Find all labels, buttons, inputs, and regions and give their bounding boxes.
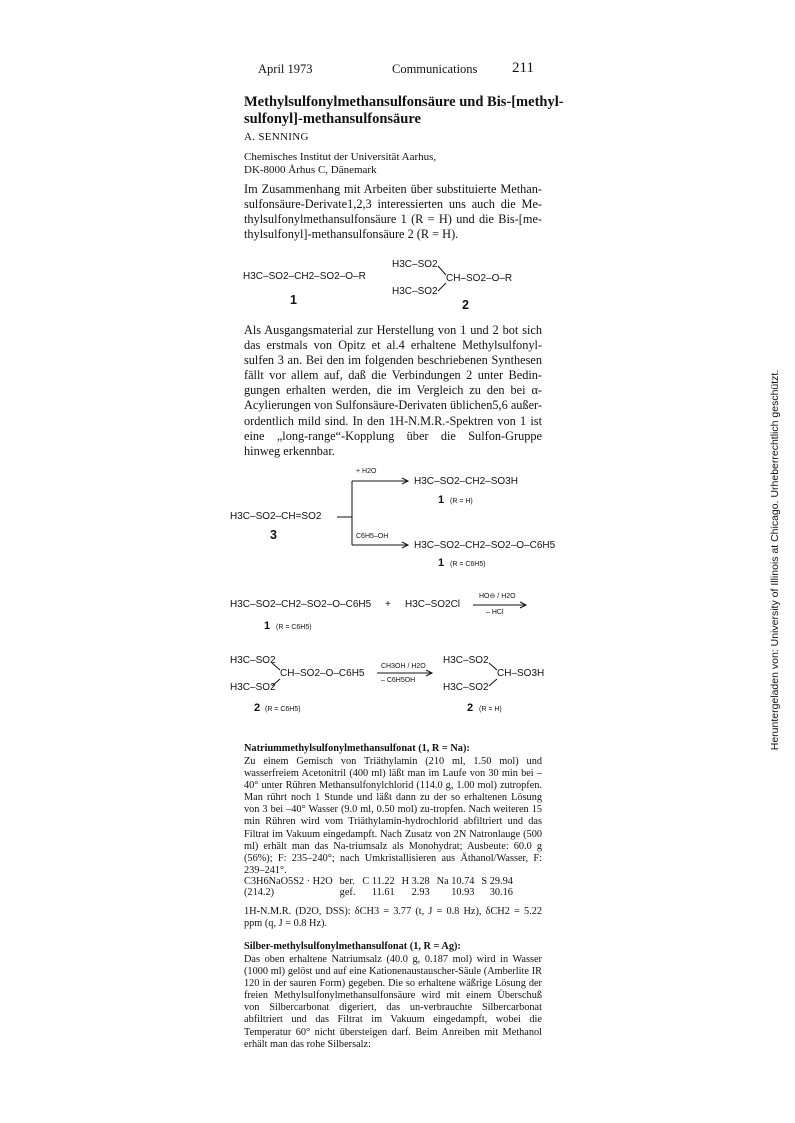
- reactant-ester: H3C–SO2–CH2–SO2–O–C6H5: [230, 599, 372, 610]
- value-h: 2.93: [411, 887, 430, 898]
- value-h: H 3.28: [401, 876, 430, 887]
- compound-2-mid: CH–SO2–O–R: [446, 273, 513, 284]
- left-cond: (R = C6H5): [265, 706, 301, 713]
- section-2-body: Das oben erhaltene Natriumsalz (40.0 g, 0.187 mol) wird in Wasser (1000 ml) gelöst und auf eine Kationenaustauscher-Säule (Amberlite IR 120 in der sauren Form) gegeben. Die so erhaltene wäßrige Lösung der freien Methylsulfonylmethansulfonsäure wird mit einem Überschuß von Silbercarbonat digeriert, das un-verbrauchte Silbercarbonat abfiltriert und das Filtrat im Vakuum eingedampft, wobei die Temperatur 60° nicht übersteigen darf. Beim Anreiben mit Methanol erhält man das rohe Silbersalz:: [244, 954, 542, 1050]
- found-label: gef.: [339, 887, 356, 898]
- analysis-row-found: [244, 887, 520, 898]
- product-ester-cond: (R = C6H5): [450, 561, 486, 568]
- reagent-hcl: – HCl: [486, 609, 504, 616]
- calc-label: ber.: [339, 876, 355, 887]
- sulfene-formula: H3C–SO2–CH=SO2: [230, 511, 322, 522]
- molweight: (214.2): [244, 887, 275, 898]
- header-date: April 1973: [258, 62, 313, 76]
- product-ester: H3C–SO2–CH2–SO2–O–C6H5: [414, 540, 556, 551]
- left-label: 2: [254, 702, 261, 714]
- elemental-analysis: [244, 876, 520, 898]
- product-acid-cond: (R = H): [450, 498, 473, 505]
- compound-1-formula: H3C–SO2–CH2–SO2–O–R: [243, 271, 366, 282]
- reactant-cond: (R = C6H5): [276, 624, 312, 631]
- section-2-heading: Silber-methylsulfonylmethansulfonat (1, R = Ag):: [244, 941, 461, 952]
- product-acid-label: 1: [438, 494, 445, 506]
- reagent-phenol-loss: – C6H5OH: [381, 677, 416, 684]
- reagent-hydroxide: HO⊖ / H2O: [479, 593, 516, 600]
- nmr-data: 1H-N.M.R. (D2O, DSS): δCH3 = 3.77 (t, J = 0.8 Hz), δCH2 = 5.22 ppm (q, J = 0.8 Hz).: [244, 906, 542, 930]
- value-s: 30.16: [489, 887, 513, 898]
- right-mid: CH–SO3H: [497, 668, 545, 679]
- compound-2-top: H3C–SO2: [392, 259, 438, 270]
- right-top: H3C–SO2: [443, 655, 489, 666]
- value-c: 11.61: [371, 887, 395, 898]
- sulfene-label: 3: [270, 528, 277, 542]
- reactant-label: 1: [264, 620, 271, 632]
- intro-paragraph: Im Zusammenhang mit Arbeiten über substituierte Methan-sulfonsäure-Derivate1,2,3 interessierten uns auch die Me-thylsulfonylmethansulfonsäure 1 (R = H) und die Bis-[me-thylsulfonyl]-methansulfonsäure 2 (R = H).: [244, 182, 542, 242]
- plus-sign: +: [385, 599, 391, 610]
- affiliation-line: Chemisches Institut der Universität Aarhus,: [244, 151, 437, 163]
- page-number: 211: [512, 60, 534, 76]
- header-journal: Communications: [392, 62, 478, 76]
- download-notice: Heruntergeladen von: University of Illinois at Chicago. Urheberrechtlich geschützt.: [769, 369, 781, 751]
- reagent-phenol: C6H5–OH: [356, 533, 389, 540]
- value-na: Na 10.74: [436, 876, 475, 887]
- right-cond: (R = H): [479, 706, 502, 713]
- compound-1-label: 1: [290, 293, 297, 307]
- left-top: H3C–SO2: [230, 655, 276, 666]
- section-1-heading: Natriummethylsulfonylmethansulfonat (1, R = Na):: [244, 743, 470, 754]
- right-label: 2: [467, 702, 474, 714]
- analysis-row-calc: [244, 876, 520, 887]
- compound-2-bottom: H3C–SO2: [392, 286, 438, 297]
- reagent-methanol: CH3OH / H2O: [381, 663, 426, 670]
- reagent-water: + H2O: [356, 468, 377, 475]
- article-title: Methylsulfonylmethansulfonsäure und Bis-[methyl-sulfonyl]-methansulfonsäure: [244, 94, 564, 127]
- section-1-body: Zu einem Gemisch von Triäthylamin (210 ml, 1.50 mol) und wasserfreiem Acetonitril (400 ml) läßt man im Laufe von 30 min bei –40° unter Rühren Methansulfonylchlorid (114.0 g, 1.00 mol) zutropfen. Man rührt noch 1 Stunde und läßt dann zu der so erhaltenen Lösung von 3 bei –40° Wasser (9.0 ml, 0.50 mol) zu-tropfen. Nach weiteren 15 min Rühren wird vom Triäthylamin-hydrochlorid abfiltriert und das Filtrat im Vakuum eingedampft. Nach Zusatz von 2N Natronlauge (500 ml) erhält man das Na-triumsalz als Monohydrat; Ausbeute: 60.0 g (56%); F: 235–240°; nach Umkristallisieren aus Äthanol/Wasser, F: 239–241°.: [244, 756, 542, 876]
- product-ester-label: 1: [438, 557, 445, 569]
- left-bottom: H3C–SO2: [230, 682, 276, 693]
- compound-2-label: 2: [462, 298, 469, 312]
- reactant-chloride: H3C–SO2Cl: [405, 599, 461, 610]
- value-na: 10.93: [451, 887, 475, 898]
- value-c: C 11.22: [362, 876, 395, 887]
- body-paragraph: Als Ausgangsmaterial zur Herstellung von 1 und 2 bot sich das erstmals von Opitz et al.4 erhaltene Methylsulfonyl-sulfen 3 an. Bei den im folgenden beschriebenen Synthesen fällt vor allem auf, daß die Verbindungen 2 unter Bedin-gungen erhalten werden, die im Vergleich zu den bei α-Acylierungen von Sulfonsäure-Derivaten üblichen5,6 außer-ordentlich mild sind. In den 1H-N.M.R.-Spektren von 1 ist eine „long-range“-Kopplung über die Sulfon-Gruppe hinweg erkennbar.: [244, 323, 542, 458]
- left-mid: CH–SO2–O–C6H5: [280, 668, 365, 679]
- right-bottom: H3C–SO2: [443, 682, 489, 693]
- value-s: S 29.94: [481, 876, 513, 887]
- affiliation-line: DK-8000 Århus C, Dänemark: [244, 164, 377, 176]
- author: A. SENNING: [244, 131, 309, 143]
- product-acid: H3C–SO2–CH2–SO3H: [414, 476, 518, 487]
- formula: C3H6NaO5S2 · H2O: [244, 876, 333, 887]
